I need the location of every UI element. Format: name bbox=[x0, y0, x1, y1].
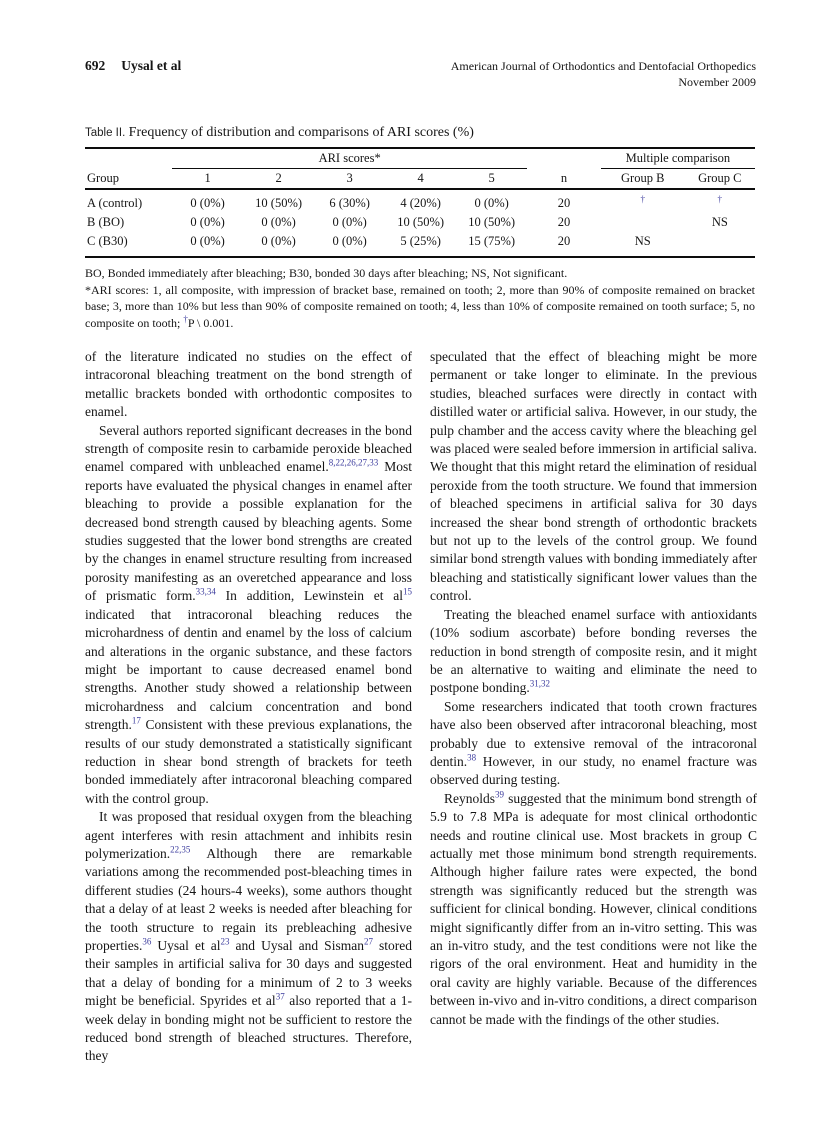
column-header-group-c: Group C bbox=[685, 169, 755, 190]
table-cell: 10 (50%) bbox=[397, 215, 445, 229]
table-caption bbox=[85, 124, 755, 141]
table-cell: 0 (0%) bbox=[261, 234, 296, 248]
column-header-1: 1 bbox=[172, 169, 243, 190]
spacer-cell bbox=[527, 148, 601, 169]
citation-ref[interactable]: 39 bbox=[495, 789, 505, 800]
citation-ref[interactable]: 8,22,26,27,33 bbox=[328, 457, 379, 468]
table-cell: 20 bbox=[557, 234, 571, 248]
table-cell: 0 (0%) bbox=[332, 234, 367, 248]
ari-scores-table bbox=[85, 147, 755, 258]
table-cell: 4 (20%) bbox=[400, 196, 441, 210]
column-header-n: n bbox=[527, 169, 601, 190]
citation-ref[interactable]: 38 bbox=[467, 752, 477, 763]
significance-dagger: † bbox=[717, 193, 723, 204]
body-paragraph: It was proposed that residual oxygen from the bleaching agent interferes with resin attachment and inhibits resin polymerization.$^{22,35}$ Although there are remarkable variations among the recommended post-bleaching times in different studies (24 hours-4 weeks), some authors thought that a delay of at least 2 weeks is needed after bleaching for the tooth structure to regain its prebleaching adhesive properties.$^{36}$ Uysal et al$^{23}$ and Uysal and Sisman$^{27}$ stored their samples in artificial saliva for 30 days and suggested that a delay of bonding for a minimum of 2 to 3 weeks might be beneficial. Spyrides et al$^{37}$ also reported that a 1-week delay in bonding might not be sufficient to restore the reduced bond strength of bleached structures. Therefore, they bbox=[85, 809, 413, 1064]
table-span-header-row bbox=[85, 148, 755, 169]
table-cell bbox=[685, 232, 755, 257]
citation-ref[interactable]: 31,32 bbox=[529, 678, 550, 689]
table-row bbox=[85, 232, 755, 257]
citation-ref[interactable]: 15 bbox=[403, 586, 412, 597]
table-cell bbox=[685, 189, 755, 213]
table-cell: 0 (0%) bbox=[474, 196, 509, 210]
column-header-group-b: Group B bbox=[601, 169, 685, 190]
column-header-3: 3 bbox=[314, 169, 385, 190]
span-header-multiple-comparison: Multiple comparison bbox=[601, 148, 755, 169]
body-paragraph: Reynolds$^{39}$ suggested that the minimum bond strength of 5.9 to 7.8 MPa is adequate for most clinical orthodontic needs and routine clinical use. Most brackets in group C actually met those minimum bond strength requirements. Although higher failure rates were expected, the bond strength was significantly reduced but the strength was sufficient for clinical bonding. However, clinical conditions might significantly differ from an in-vitro setting. This was an in-vitro study, and the test conditions were not like the rigors of the oral environment. Heat and humidity in the oral cavity are highly variable. Because of the differences between in-vivo and in-vitro conditions, a direct comparison cannot be made with the findings of the other studies. bbox=[430, 789, 757, 1027]
citation-ref[interactable]: † bbox=[183, 313, 188, 324]
table-cell: 20 bbox=[557, 196, 571, 210]
table-cell-group: C (B30) bbox=[87, 234, 128, 248]
table-cell: 10 (50%) bbox=[468, 215, 516, 229]
citation-ref[interactable]: 17 bbox=[131, 715, 141, 726]
table-footnote: BO, Bonded immediately after bleaching; B30, bonded 30 days after bleaching; NS, Not significant. bbox=[85, 266, 568, 280]
column-header-4: 4 bbox=[385, 169, 456, 190]
table-cell: 0 (0%) bbox=[190, 215, 225, 229]
table-row bbox=[85, 213, 755, 232]
table-cell: 6 (30%) bbox=[329, 196, 370, 210]
table-footnote: *ARI scores: 1, all composite, with impression of bracket base, remained on tooth; 2, more than 90% of composite remained on bracket base; 3, more than 10% but less than 90% of composite remained on tooth; 4, less than 10% of composite remained on tooth surface; 5, no composite on tooth; †P \ 0.001. bbox=[85, 282, 755, 330]
running-head-right bbox=[451, 58, 756, 90]
table-cell: 15 (75%) bbox=[468, 234, 516, 248]
body-paragraph: Several authors reported significant decreases in the bond strength of composite resin to carbamide peroxide bleached enamel compared with unbleached enamel.$^{8,22,26,27,33}$ Most reports have evaluated the physical changes in enamel after bleaching to provide a possible explanation for the decreased bond strength caused by bleaching agents. Some studies suggested that the lower bond strengths are created by the changes in enamel structure resulting from increased porosity manifesting as an overetched appearance and loss of prismatic form.$^{33,34}$ In addition, Lewinstein et al$^{15}$ indicated that intracoronal bleaching reduces the microhardness of dentin and enamel by the loss of calcium and alterations in the organic substance, and these factors might be important to cause decreased enamel bond strengths. Another study showed a relationship between microhardness and calcium concentration and bond strength.$^{17}$ Consistent with these previous explanations, the results of our study demonstrated a statistically significant reduction in shear bond strength of brackets for teeth bonded immediately after intracoronal bleaching compared with the control group. bbox=[85, 422, 412, 806]
table-caption-text: Frequency of distribution and comparisons of ARI scores (%) bbox=[128, 125, 474, 140]
table-column-header-row bbox=[85, 169, 755, 190]
citation-ref[interactable]: 36 bbox=[142, 936, 152, 947]
table-cell bbox=[601, 213, 685, 232]
table-row bbox=[85, 189, 755, 213]
table-cell: 0 (0%) bbox=[332, 215, 367, 229]
table-caption-label: Table II. bbox=[85, 127, 126, 139]
citation-ref[interactable]: 27 bbox=[363, 936, 373, 947]
citation-ref[interactable]: 22,35 bbox=[170, 844, 191, 855]
table-footnotes bbox=[85, 265, 755, 331]
table-cell-group: B (BO) bbox=[87, 215, 125, 229]
page-number: 692 bbox=[85, 58, 106, 73]
body-paragraph: Some researchers indicated that tooth crown fractures have also been observed after intracoronal bleaching, most probably due to extensive removal of the intracoronal dentin.$^{38}$ However, in our study, no enamel fracture was observed during testing. bbox=[430, 698, 757, 788]
journal-name: American Journal of Orthodontics and Dentofacial Orthopedics bbox=[450, 59, 756, 73]
body-paragraph: of the literature indicated no studies on the effect of intracoronal bleaching treatment on the bond strength of metallic brackets bonded with orthodontic composites to enamel. bbox=[85, 349, 412, 420]
table-cell-group: A (control) bbox=[87, 196, 143, 210]
significance-dagger: † bbox=[640, 193, 645, 204]
citation-ref[interactable]: 23 bbox=[220, 936, 230, 947]
running-head-authors: Uysal et al bbox=[121, 58, 182, 73]
table-cell bbox=[601, 189, 685, 213]
running-head-left bbox=[85, 58, 181, 74]
table-cell: 10 (50%) bbox=[255, 196, 303, 210]
table-block bbox=[85, 124, 755, 331]
table-cell: NS bbox=[634, 234, 651, 248]
running-head bbox=[85, 58, 756, 90]
body-column-left bbox=[85, 348, 412, 1066]
table-cell: 5 (25%) bbox=[400, 234, 441, 248]
column-header-2: 2 bbox=[243, 169, 314, 190]
table-cell: NS bbox=[711, 215, 728, 229]
table-cell: 0 (0%) bbox=[261, 215, 296, 229]
body-column-right bbox=[430, 348, 757, 1066]
issue-date: November 2009 bbox=[678, 75, 756, 89]
table-cell: 0 (0%) bbox=[190, 234, 225, 248]
column-header-group: Group bbox=[85, 169, 172, 190]
column-header-5: 5 bbox=[456, 169, 527, 190]
citation-ref[interactable]: 33,34 bbox=[195, 586, 216, 597]
body-paragraph: Treating the bleached enamel surface with antioxidants (10% sodium ascorbate) before bonding reverses the reduction in bond strength of composite resin, and it might be an alternative to waiting and eliminate the need to postpone bonding.$^{31,32}$ bbox=[430, 606, 757, 696]
body-paragraph: speculated that the effect of bleaching might be more permanent or take longer to eliminate. In the previous studies, bleached surfaces were directly in contact with distilled water or artificial saliva. However, in our study, the pulp chamber and the access cavity where the bleaching gel was placed were sealed before immersion in artificial saliva. We thought that this might retard the elimination of residual peroxide from the tooth structure. We found that immersion of bleached specimens in artificial saliva for 30 days increased the shear bond strength of orthodontic brackets but not up to the levels of the control group. We found similar bond strength values with bonding immediately after bleaching and statistically significant lower values than the control. bbox=[430, 349, 757, 604]
table-cell: 20 bbox=[557, 215, 571, 229]
body-text bbox=[85, 348, 757, 1066]
citation-ref[interactable]: 37 bbox=[275, 991, 285, 1002]
span-header-ari-scores: ARI scores* bbox=[172, 148, 527, 169]
spacer-cell bbox=[85, 148, 172, 169]
table-cell: 0 (0%) bbox=[190, 196, 225, 210]
